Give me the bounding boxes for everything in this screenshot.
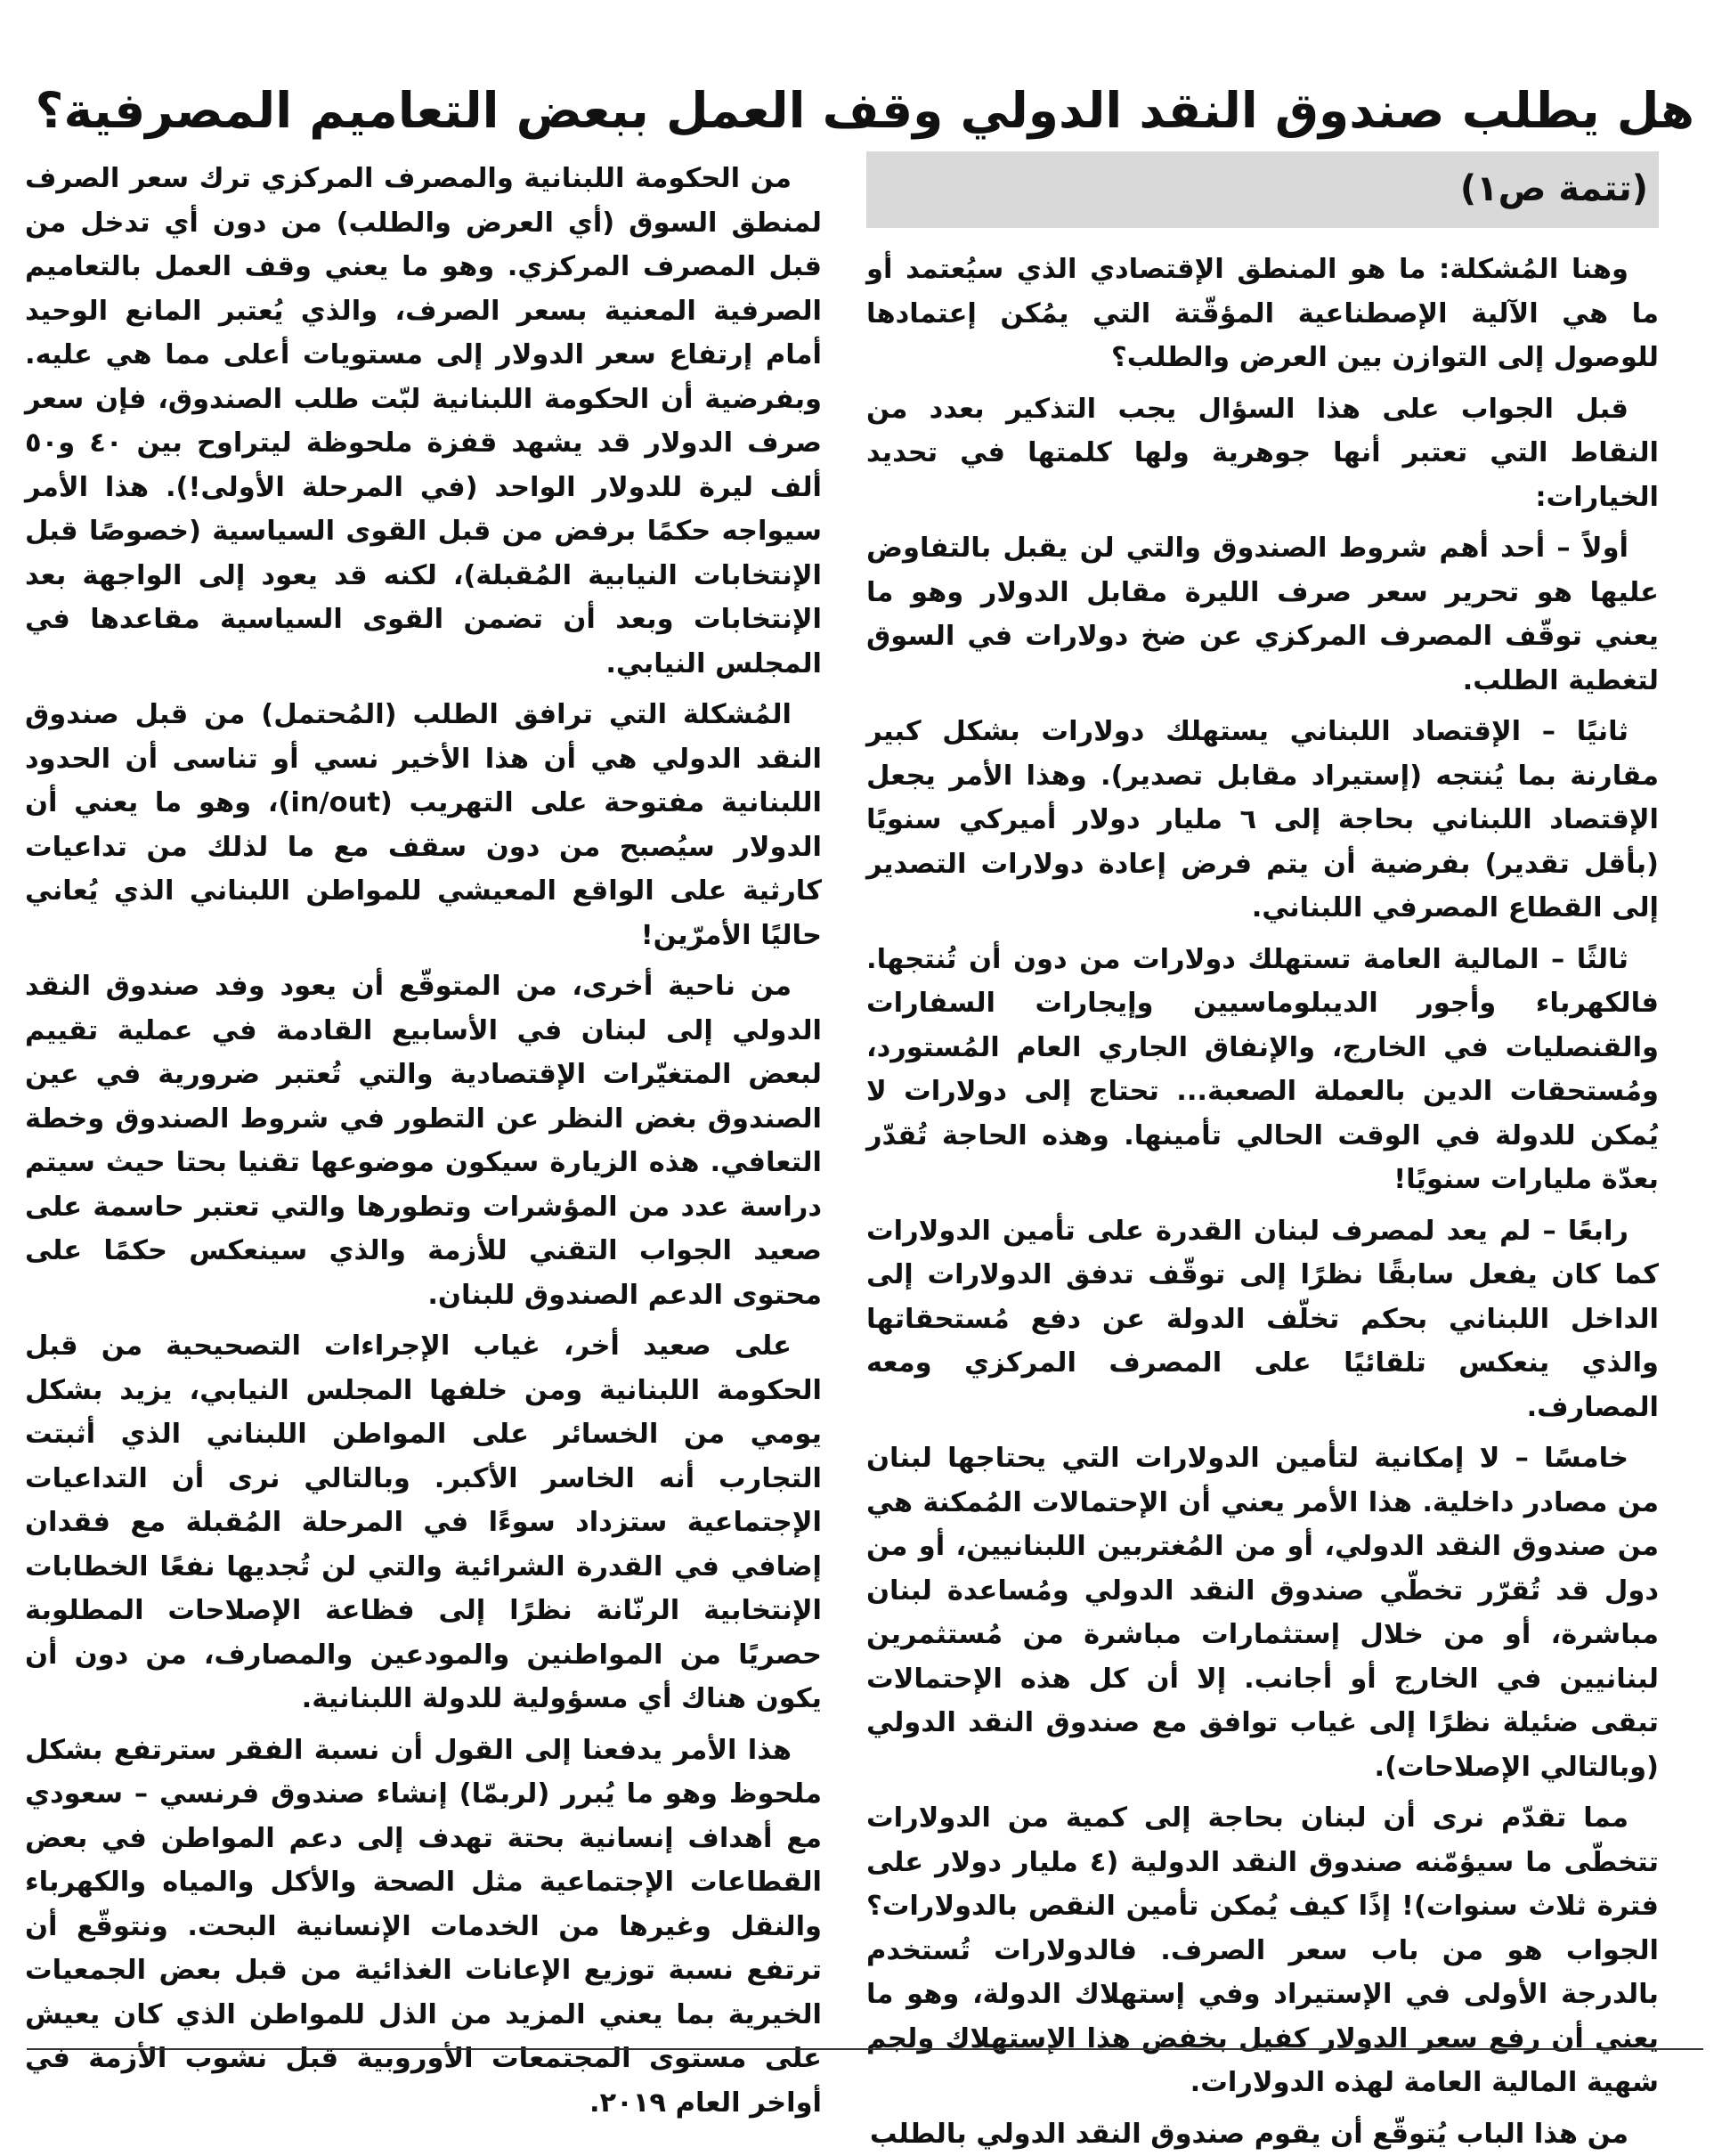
article-headline: هل يطلب صندوق النقد الدولي وقف العمل ببعض التعاميم المصرفية؟ <box>36 53 1694 168</box>
continuation-box <box>866 151 1659 228</box>
bottom-divider <box>27 2048 1703 2050</box>
paragraph: رابعًا – لم يعد لمصرف لبنان القدرة على تأمين الدولارات كما كان يفعل سابقًا نظرًا إلى توقّف تدفق الدولارات إلى الداخل اللبناني بحكم تخلّف الدولة عن دفع مُستحقاتها والذي ينعكس تلقائيًا على المصرف المركزي ومعه المصارف. <box>866 1209 1659 1430</box>
paragraph: مما تقدّم نرى أن لبنان بحاجة إلى كمية من الدولارات تتخطّى ما سيؤمّنه صندوق النقد الدولية (٤ مليار دولار على فترة ثلاث سنوات)! إذًا كيف يُمكن تأمين النقص بالدولارات؟ الجواب هو من باب سعر الصرف. فالدولارات تُستخدم بالدرجة الأولى في الإستيراد وفي إستهلاك الدولة، وهو ما يعني أن رفع سعر الدولار كفيل بخفض هذا الإستهلاك ولجم شهية المالية العامة لهذه الدولارات. <box>866 1796 1659 2105</box>
paragraph: من ناحية أخرى، من المتوقّع أن يعود وفد صندوق النقد الدولي إلى لبنان في الأسابيع القادمة في عملية تقييم لبعض المتغيّرات الإقتصادية والتي تُعتبر ضرورية في عين الصندوق بغض النظر عن التطور في شروط الصندوق وخطة التعافي. هذه الزيارة سيكون موضوعها تقنيا بحتا حيث سيتم دراسة عدد من المؤشرات وتطورها والتي تعتبر حاسمة على صعيد الجواب التقني للأزمة والذي سينعكس حكمًا على محتوى الدعم الصندوق للبنان. <box>25 964 822 1317</box>
continuation-label: (تتمة ص١) <box>1460 167 1648 212</box>
paragraph: ثالثًا – المالية العامة تستهلك دولارات من دون أن تُنتجها. فالكهرباء وأجور الديبلوماسيين وإيجارات السفارات والقنصليات في الخارج، والإنفاق الجاري العام المُستورد، ومُستحقات الدين بالعملة الصعبة... تحتاج إلى دولارات لا يُمكن للدولة في الوقت الحالي تأمينها. وهذه الحاجة تُقدّر بعدّة مليارات سنويًا! <box>866 938 1659 1202</box>
paragraph: على صعيد أخر، غياب الإجراءات التصحيحية من قبل الحكومة اللبنانية ومن خلفها المجلس النيابي، يزيد بشكل يومي من الخسائر على المواطن اللبناني الذي أثبتت التجارب أنه الخاسر الأكبر. وبالتالي نرى أن التداعيات الإجتماعية ستزداد سوءًا في المرحلة المُقبلة مع فقدان إضافي في القدرة الشرائية والتي لن تُجديها نفعًا الخطابات الإنتخابية الرنّانة نظرًا إلى فظاعة الإصلاحات المطلوبة حصريًا من المواطنين والمودعين والمصارف، من دون أن يكون هناك أي مسؤولية للدولة اللبنانية. <box>25 1324 822 1721</box>
paragraph: هذا الأمر يدفعنا إلى القول أن نسبة الفقر سترتفع بشكل ملحوظ وهو ما يُبرر (لربمّا) إنشاء صندوق فرنسي – سعودي مع أهداف إنسانية بحتة تهدف إلى دعم المواطن في بعض القطاعات الإجتماعية مثل الصحة والأكل والمياه والكهرباء والنقل وغيرها من الخدمات الإنسانية البحت. ونتوقّع أن ترتفع نسبة توزيع الإعانات الغذائية من قبل بعض الجمعيات الخيرية بما يعني المزيد من الذل للمواطن الذي كان يعيش على مستوى المجتمعات الأوروبية قبل نشوب الأزمة في أواخر العام ٢٠١٩. <box>25 1729 822 2126</box>
paragraph: ثانيًا – الإقتصاد اللبناني يستهلك دولارات بشكل كبير مقارنة بما يُنتجه (إستيراد مقابل تصدير). وهذا الأمر يجعل الإقتصاد اللبناني بحاجة إلى ٦ مليار دولار أميركي سنويًا (بأقل تقدير) بفرضية أن يتم فرض إعادة دولارات التصدير إلى القطاع المصرفي اللبناني. <box>866 710 1659 931</box>
paragraph: قبل الجواب على هذا السؤال يجب التذكير بعدد من النقاط التي تعتبر أنها جوهرية ولها كلمتها في تحديد الخيارات: <box>866 387 1659 520</box>
paragraph: من هذا الباب يُتوقّع أن يقوم صندوق النقد الدولي بالطلب <box>866 2112 1659 2156</box>
article-column-right <box>866 151 1659 2013</box>
paragraph: وهنا المُشكلة: ما هو المنطق الإقتصادي الذي سيُعتمد أو ما هي الآلية الإصطناعية المؤقّتة التي يمُكن إعتمادها للوصول إلى التوازن بين العرض والطلب؟ <box>866 248 1659 380</box>
article-column-left <box>25 157 822 2018</box>
paragraph: خامسًا – لا إمكانية لتأمين الدولارات التي يحتاجها لبنان من مصادر داخلية. هذا الأمر يعني أن الإحتمالات المُمكنة هي من صندوق النقد الدولي، أو من المُغتربين اللبنانيين، أو من دول قد تُقرّر تخطّي صندوق النقد الدولي ومُساعدة لبنان مباشرة، أو من خلال إستثمارات مباشرة من مُستثمرين لبنانيين في الخارج أو أجانب. إلا أن كل هذه الإحتمالات تبقى ضئيلة نظرًا إلى غياب توافق مع صندوق النقد الدولي (وبالتالي الإصلاحات). <box>866 1436 1659 1789</box>
paragraph: من الحكومة اللبنانية والمصرف المركزي ترك سعر الصرف لمنطق السوق (أي العرض والطلب) من دون أي تدخل من قبل المصرف المركزي. وهو ما يعني وقف العمل بالتعاميم الصرفية المعنية بسعر الصرف، والذي يُعتبر المانع الوحيد أمام إرتفاع سعر الدولار إلى مستويات أعلى مما هي عليه. وبفرضية أن الحكومة اللبنانية لبّت طلب الصندوق، فإن سعر صرف الدولار قد يشهد قفزة ملحوظة ليتراوح بين ٤٠ و٥٠ ألف ليرة للدولار الواحد (في المرحلة الأولى!). هذا الأمر سيواجه حكمًا برفض من قبل القوى السياسية (خصوصًا قبل الإنتخابات النيابية المُقبلة)، لكنه قد يعود إلى الواجهة بعد الإنتخابات وبعد أن تضمن القوى السياسية مقاعدها في المجلس النيابي. <box>25 157 822 686</box>
paragraph: أولاً – أحد أهم شروط الصندوق والتي لن يقبل بالتفاوض عليها هو تحرير سعر صرف الليرة مقابل الدولار وهو ما يعني توقّف المصرف المركزي عن ضخ دولارات في السوق لتغطية الطلب. <box>866 526 1659 703</box>
paragraph: المُشكلة التي ترافق الطلب (المُحتمل) من قبل صندوق النقد الدولي هي أن هذا الأخير نسي أو تناسى أن الحدود اللبنانية مفتوحة على التهريب (in/out)، وهو ما يعني أن الدولار سيُصبح من دون سقف مع ما لذلك من تداعيات كارثية على الواقع المعيشي للمواطن اللبناني الذي يُعاني حاليًا الأمرّين! <box>25 693 822 957</box>
